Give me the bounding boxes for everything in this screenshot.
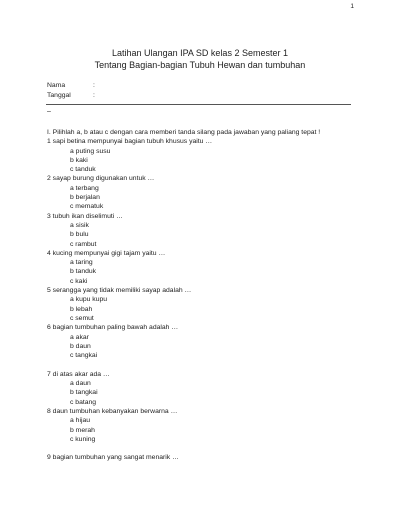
answer-option: b merah xyxy=(70,426,95,434)
answer-option: b kaki xyxy=(70,156,88,164)
answer-option: c tangkai xyxy=(70,352,98,360)
answer-option: a hijau xyxy=(70,417,91,425)
answer-option: b tangkai xyxy=(70,389,98,397)
answer-option: b tanduk xyxy=(70,268,97,276)
dash-mark: – xyxy=(47,108,51,115)
info-label: Nama xyxy=(47,82,66,89)
question-text: 4 kucing mempunyai gigi tajam yaitu … xyxy=(47,249,166,257)
horizontal-rule xyxy=(46,104,351,105)
question-text: 5 serangga yang tidak memiliki sayap adalah … xyxy=(47,287,192,295)
question-text: 7 di atas akar ada … xyxy=(47,370,110,378)
blank-line xyxy=(47,444,357,453)
title-line-1: Latihan Ulangan IPA SD kelas 2 Semester 1 xyxy=(112,48,288,58)
answer-option: a sisik xyxy=(70,221,89,229)
page-number: 1 xyxy=(350,3,354,10)
answer-option: c mematuk xyxy=(70,203,104,211)
answer-option: a taring xyxy=(70,259,93,267)
answer-option: b berjalan xyxy=(70,194,100,202)
answer-option: c kuning xyxy=(70,435,96,443)
answer-option: b bulu xyxy=(70,231,89,239)
answer-option: c semut xyxy=(70,314,94,322)
title-line-2: Tentang Bagian-bagian Tubuh Hewan dan tumbuhan xyxy=(94,60,306,70)
question-list xyxy=(47,128,357,463)
blank-line xyxy=(47,360,357,369)
question-text: 1 sapi betina mempunyai bagian tubuh khusus yaitu … xyxy=(47,138,213,146)
answer-option: a terbang xyxy=(70,184,99,192)
answer-option: c tanduk xyxy=(70,166,96,174)
question-text: 3 tubuh ikan diselimuti … xyxy=(47,212,123,220)
answer-option: a kupu kupu xyxy=(70,296,108,304)
question-text: 9 bagian tumbuhan yang sangat menarik … xyxy=(47,454,179,462)
info-label: Tanggal xyxy=(47,92,71,99)
info-separator: : xyxy=(93,92,95,99)
info-row-tanggal xyxy=(47,91,95,101)
answer-option: c kaki xyxy=(70,277,88,285)
answer-option: b daun xyxy=(70,342,91,350)
answer-option: a akar xyxy=(70,333,89,341)
instruction: I. Pilihlah a, b atau c dengan cara memberi tanda silang pada jawaban yang paliang tepat ! xyxy=(47,129,321,136)
answer-option: a daun xyxy=(70,380,91,388)
student-info xyxy=(47,81,95,101)
question-text: 6 bagian tumbuhan paling bawah adalah … xyxy=(47,324,179,332)
info-row-nama xyxy=(47,81,95,91)
answer-option: c batang xyxy=(70,398,97,406)
info-separator: : xyxy=(93,82,95,89)
question-text: 8 daun tumbuhan kebanyakan berwarna … xyxy=(47,407,178,415)
answer-option: b lebah xyxy=(70,305,93,313)
answer-option: c rambut xyxy=(70,240,97,248)
answer-option: a puting susu xyxy=(70,147,111,155)
question-text: 2 sayap burung digunakan untuk … xyxy=(47,175,155,183)
document-title xyxy=(0,47,400,71)
